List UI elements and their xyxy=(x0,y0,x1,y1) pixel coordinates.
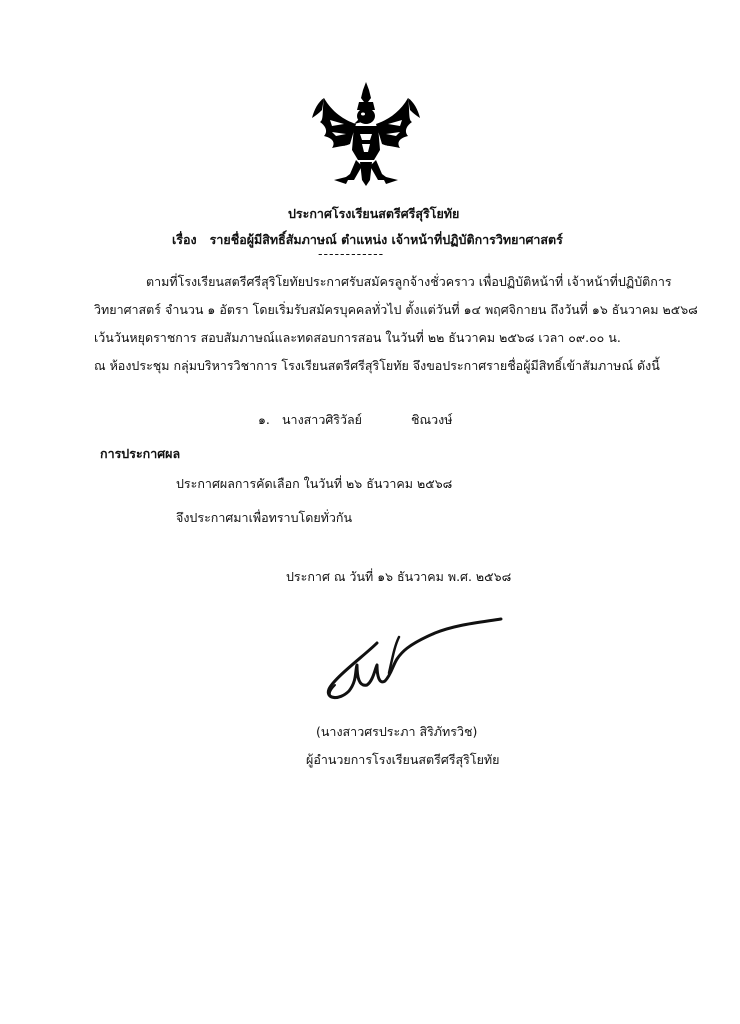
result-text: ประกาศผลการคัดเลือก ในวันที่ ๒๖ ธันวาคม ๒๕๖๘ xyxy=(176,476,453,491)
subject-text: รายชื่อผู้มีสิทธิ์สัมภาษณ์ ตำแหน่ง เจ้าหน้าที่ปฏิบัติการวิทยาศาสตร์ xyxy=(209,232,563,247)
result-heading: การประกาศผล xyxy=(100,446,181,461)
subject-label: เรื่อง xyxy=(172,232,197,247)
body-line: ณ ห้องประชุม กลุ่มบริหารวิชาการ โรงเรียนสตรีศรีสุริโยทัย จึงขอประกาศรายชื่อผู้มีสิทธิ์เข้าสัมภาษณ์ ดังนี้ xyxy=(94,358,660,373)
signatory-name: (นางสาวศรประภา สิริภัทรวิช) xyxy=(316,724,478,739)
document-title: ประกาศโรงเรียนสตรีศรีสุริโยทัย xyxy=(288,206,460,221)
candidate-number: ๑. xyxy=(258,412,270,427)
header-separator: ------------ xyxy=(318,246,385,261)
garuda-emblem-icon xyxy=(310,80,422,188)
candidate-last-name: ชิณวงษ์ xyxy=(411,412,453,427)
body-line: เว้นวันหยุดราชการ สอบสัมภาษณ์และทดสอบการสอน ในวันที่ ๒๒ ธันวาคม ๒๕๖๘ เวลา ๐๙.๐๐ น. xyxy=(94,330,621,345)
announce-date: ประกาศ ณ วันที่ ๑๖ ธันวาคม พ.ศ. ๒๕๖๘ xyxy=(286,569,512,584)
closing-text: จึงประกาศมาเพื่อทราบโดยทั่วกัน xyxy=(176,510,353,525)
signatory-position: ผู้อำนวยการโรงเรียนสตรีศรีสุริโยทัย xyxy=(306,752,500,767)
signature-icon xyxy=(305,615,505,705)
body-line: วิทยาศาสตร์ จำนวน ๑ อัตรา โดยเริ่มรับสมัครบุคคลทั่วไป ตั้งแต่วันที่ ๑๔ พฤศจิกายน ถึงวันที่ ๑๖ ธันวาคม ๒๕๖๘ xyxy=(94,302,698,317)
body-line: ตามที่โรงเรียนสตรีศรีสุริโยทัยประกาศรับสมัครลูกจ้างชั่วคราว เพื่อปฏิบัติหน้าที่ เจ้าหน้าที่ปฏิบัติการ xyxy=(146,274,672,289)
candidate-first-name: นางสาวศิริวัลย์ xyxy=(282,412,362,427)
